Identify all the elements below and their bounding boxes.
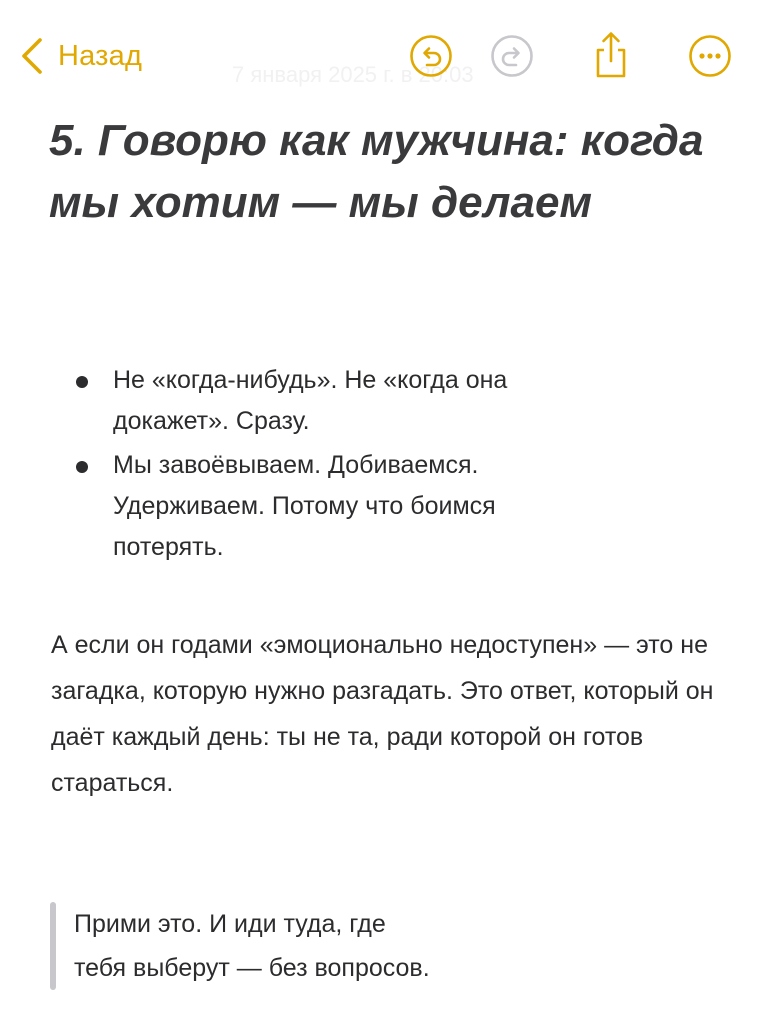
list-item-text: Не «когда-нибудь». Не «когда она докажет». Сразу. xyxy=(113,366,508,435)
quote-bar xyxy=(50,902,56,990)
more-icon xyxy=(688,34,732,78)
bullet-list xyxy=(0,360,768,571)
navigation-bar xyxy=(0,0,768,110)
undo-button[interactable] xyxy=(409,34,453,78)
redo-button[interactable] xyxy=(490,34,534,78)
quote-line: Прими это. И иди туда, где xyxy=(74,910,386,938)
bullet-dot-icon xyxy=(76,376,88,388)
quote-text xyxy=(74,902,574,990)
undo-icon xyxy=(409,34,453,78)
body-paragraph[interactable]: А если он годами «эмоционально недоступен» — это не загадка, которую нужно разгадать. Это ответ, который он даёт каждый день: ты не та, ради которой он готов стараться. xyxy=(51,631,714,797)
more-button[interactable] xyxy=(688,34,732,78)
quote-line: тебя выберут — без вопросов. xyxy=(74,954,430,982)
chevron-left-icon xyxy=(20,36,44,76)
block-quote[interactable] xyxy=(50,902,740,992)
back-button[interactable] xyxy=(20,36,142,76)
list-item[interactable] xyxy=(0,360,613,442)
redo-icon xyxy=(490,34,534,78)
share-icon xyxy=(589,30,633,80)
list-item[interactable] xyxy=(0,445,613,568)
back-button-label: Назад xyxy=(58,39,143,72)
note-title[interactable]: 5. Говорю как мужчина: когда мы хотим — мы делаем xyxy=(49,116,704,227)
note-date: 7 января 2025 г. в 20:03 xyxy=(232,62,474,87)
share-button[interactable] xyxy=(589,30,633,80)
bullet-dot-icon xyxy=(76,461,88,473)
list-item-text: Мы завоёвываем. Добиваемся. Удерживаем. Потому что боимся потерять. xyxy=(113,451,496,561)
